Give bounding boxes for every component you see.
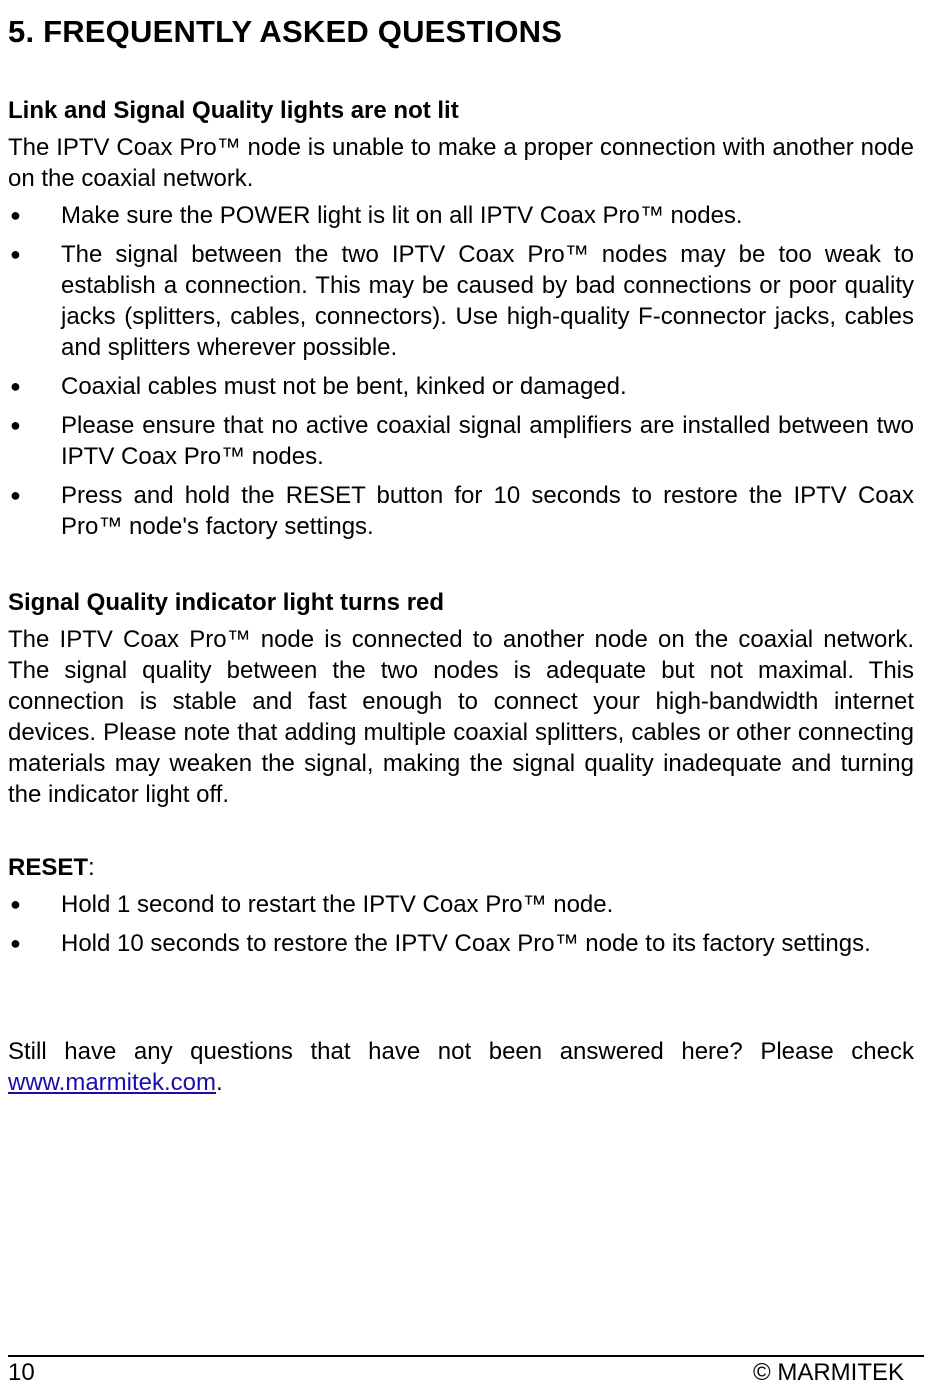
list-item: ● Press and hold the RESET button for 10 seconds to restore the IPTV Coax Pro™ node's factory settings. — [10, 482, 914, 540]
list-item: ● Please ensure that no active coaxial signal amplifiers are installed between two IPTV Coax Pro™ nodes. — [10, 412, 914, 470]
closing-paragraph: Still have any questions that have not been answered here? Please check www.marmitek.com. — [8, 1038, 914, 1096]
bullet-icon: ● — [10, 376, 21, 396]
page-number: 10 — [8, 1359, 35, 1386]
section-intro-link-signal: The IPTV Coax Pro™ node is unable to make a proper connection with another node on the coaxial network. — [8, 134, 914, 192]
bullet-icon: ● — [10, 485, 21, 505]
list-item: ● The signal between the two IPTV Coax Pro™ nodes may be too weak to establish a connection. This may be caused by bad connections or poor quality jacks (splitters, cables, connectors). Use high-quality F-connector jacks, cables and splitters wherever possible. — [10, 241, 914, 361]
bullet-icon: ● — [10, 894, 21, 914]
list-item: ● Hold 1 second to restart the IPTV Coax Pro™ node. — [10, 891, 614, 918]
bullet-icon: ● — [10, 933, 21, 953]
bullet-icon: ● — [10, 415, 21, 435]
bullet-icon: ● — [10, 205, 21, 225]
footer-divider — [8, 1355, 924, 1357]
section-title-signal-red: Signal Quality indicator light turns red — [8, 589, 445, 616]
marmitek-website-link[interactable]: www.marmitek.com — [8, 1069, 217, 1096]
list-item: ● Hold 10 seconds to restore the IPTV Coax Pro™ node to its factory settings. — [10, 930, 871, 957]
bullet-list-link-signal — [8, 200, 914, 542]
footer-copyright: © MARMITEK — [752, 1359, 904, 1386]
section-intro-signal-red: The IPTV Coax Pro™ node is connected to another node on the coaxial network. The signal quality between the two nodes is adequate but not maximal. This connection is stable and fast enough to connect your high-bandwidth internet devices. Please note that adding multiple coaxial splitters, cables or other connecting materials may weaken the signal, making the signal quality inadequate and turning the indicator light off. — [8, 626, 914, 808]
reset-heading: RESET: — [8, 854, 95, 881]
faq-section-signal-red — [8, 588, 914, 810]
section-title-link-signal: Link and Signal Quality lights are not lit — [8, 97, 459, 124]
list-item: ● Make sure the POWER light is lit on all IPTV Coax Pro™ nodes. — [10, 202, 743, 229]
list-item: ● Coaxial cables must not be bent, kinked or damaged. — [10, 373, 627, 400]
reset-section — [8, 853, 914, 967]
page-heading: 5. FREQUENTLY ASKED QUESTIONS — [8, 14, 563, 49]
bullet-list-reset — [8, 889, 914, 959]
bullet-icon: ● — [10, 244, 21, 264]
faq-section-link-signal — [8, 96, 914, 550]
closing-section — [8, 1036, 914, 1098]
